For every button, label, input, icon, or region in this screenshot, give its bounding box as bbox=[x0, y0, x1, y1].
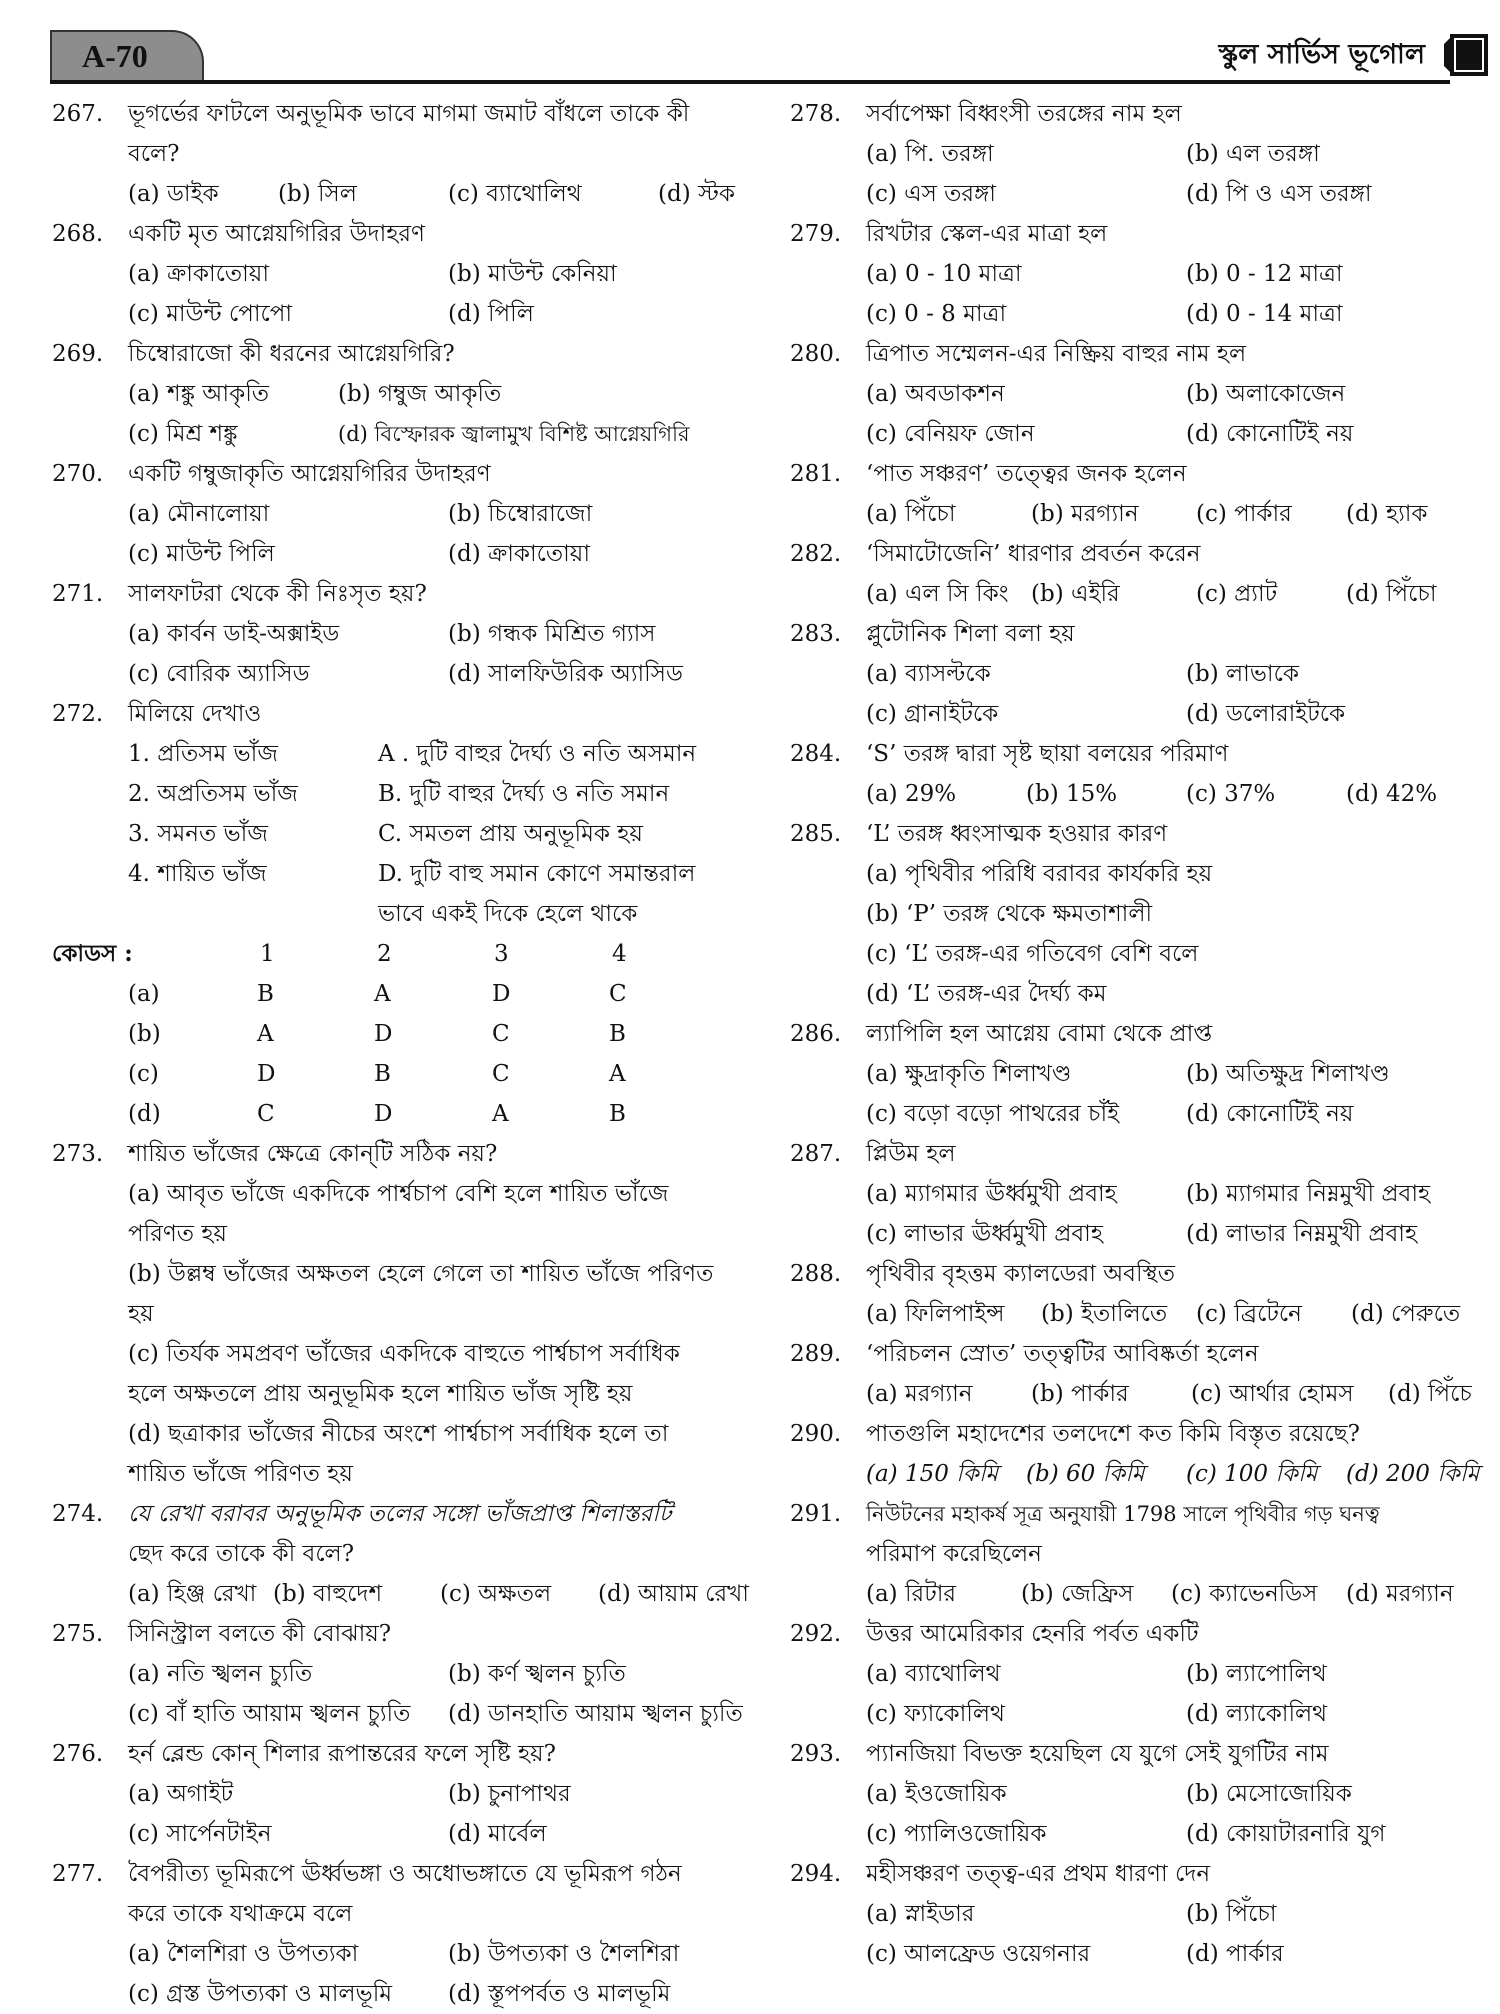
code-cell: B bbox=[374, 1061, 391, 1087]
option-c: (c) 100 কিমি bbox=[1186, 1461, 1318, 1487]
options-row bbox=[128, 534, 772, 574]
option-a: (a) 0 - 10 মাত্রা bbox=[866, 261, 1022, 287]
book-icon bbox=[1440, 30, 1492, 80]
option-b: (b) অলাকোজেন bbox=[1186, 381, 1346, 407]
option-b: হয় bbox=[128, 1301, 154, 1327]
question-text: মহীসঞ্চরণ তত্ত্ব-এর প্রথম ধারণা দেন bbox=[866, 1861, 1211, 1887]
question-284 bbox=[790, 734, 1490, 814]
question-text: পৃথিবীর বৃহত্তম ক্যালডেরা অবস্থিত bbox=[866, 1261, 1175, 1287]
question-274 bbox=[52, 1494, 772, 1614]
option-d: (d) আয়াম রেখা bbox=[598, 1581, 749, 1607]
option-b: (b) ইতালিতে bbox=[1041, 1301, 1168, 1327]
code-cell: A bbox=[609, 1061, 626, 1087]
question-text: ল্যাপিলি হল আগ্নেয় বোমা থেকে প্রাপ্ত bbox=[866, 1021, 1213, 1047]
codes-row bbox=[52, 1054, 772, 1094]
option-d: (d) ডলোরাইটকে bbox=[1186, 701, 1346, 727]
option-b: (b) এল তরঙ্গা bbox=[1186, 141, 1320, 167]
question-285 bbox=[790, 814, 1490, 1014]
header-rule bbox=[50, 80, 1450, 84]
option-a: (a) ব্যাথোলিথ bbox=[866, 1661, 1001, 1687]
option-b: (b) কর্ণ স্খলন চ্যুতি bbox=[448, 1661, 626, 1687]
question-290 bbox=[790, 1414, 1490, 1494]
question-number: 280. bbox=[790, 341, 842, 367]
option-c: (c) মাউন্ট পিলি bbox=[128, 541, 275, 567]
option-d: (d) ক্রাকাতোয়া bbox=[448, 541, 591, 567]
option-a: (a) ক্রাকাতোয়া bbox=[128, 261, 270, 287]
left-column bbox=[52, 94, 772, 2014]
option-b: (b) উপত্যকা ও শৈলশিরা bbox=[448, 1941, 680, 1967]
option-c: (c) ‘L’ তরঙ্গ-এর গতিবেগ বেশি বলে bbox=[866, 941, 1199, 967]
code-cell: B bbox=[609, 1101, 626, 1127]
option-b: (b) ল্যাপোলিথ bbox=[1186, 1661, 1327, 1687]
option-c: (c) ব্যাথোলিথ bbox=[448, 181, 582, 207]
question-275 bbox=[52, 1614, 772, 1734]
options-row bbox=[866, 694, 1490, 734]
question-283 bbox=[790, 614, 1490, 734]
question-number: 274. bbox=[52, 1501, 104, 1527]
subject-title: স্কুল সার্ভিস ভূগোল bbox=[1218, 39, 1425, 70]
option-c: (c) পার্কার bbox=[1196, 501, 1292, 527]
codes-row bbox=[52, 1094, 772, 1134]
match-left-item: 1. প্রতিসম ভাঁজ bbox=[128, 741, 278, 767]
option-b: (b) পার্কার bbox=[1031, 1381, 1129, 1407]
code-cell: A bbox=[374, 981, 391, 1007]
options-row bbox=[128, 174, 772, 214]
question-number: 275. bbox=[52, 1621, 104, 1647]
option-a: (a) কার্বন ডাই-অক্সাইড bbox=[128, 621, 340, 647]
question-number: 290. bbox=[790, 1421, 842, 1447]
option-b: (b) 15% bbox=[1026, 781, 1118, 807]
question-number: 283. bbox=[790, 621, 842, 647]
match-row bbox=[128, 814, 772, 854]
question-267 bbox=[52, 94, 772, 214]
match-right-item: B. দুটি বাহুর দৈর্ঘ্য ও নতি সমান bbox=[378, 781, 670, 807]
option-d: (d) 200 কিমি bbox=[1346, 1461, 1480, 1487]
question-268 bbox=[52, 214, 772, 334]
codes-label: কোডস : bbox=[52, 940, 133, 967]
option-a: (a) পৃথিবীর পরিধি বরাবর কার্যকরি হয় bbox=[866, 861, 1213, 887]
option-a: (a) হিঞ্জ রেখা bbox=[128, 1581, 257, 1607]
option-c: (c) বেনিয়ফ জোন bbox=[866, 421, 1035, 447]
question-number: 268. bbox=[52, 221, 104, 247]
codes-col: 4 bbox=[612, 941, 627, 967]
option-a: (a) অবডাকশন bbox=[866, 381, 1005, 407]
option-a: (a) শৈলশিরা ও উপত্যকা bbox=[128, 1941, 359, 1967]
question-number: 287. bbox=[790, 1141, 842, 1167]
match-row bbox=[128, 854, 772, 894]
question-text: পাতগুলি মহাদেশের তলদেশে কত কিমি বিস্তৃত রয়েছে? bbox=[866, 1421, 1360, 1447]
match-left-item: 3. সমনত ভাঁজ bbox=[128, 821, 268, 847]
option-b: (b) ম্যাগমার নিম্নমুখী প্রবাহ bbox=[1186, 1181, 1431, 1207]
code-option: (c) bbox=[128, 1061, 159, 1087]
option-d: (d) ল্যাকোলিথ bbox=[1186, 1701, 1328, 1727]
question-number: 288. bbox=[790, 1261, 842, 1287]
question-text: ভূগর্ভের ফাটলে অনুভূমিক ভাবে মাগমা জমাট বাঁধলে তাকে কী bbox=[128, 101, 690, 127]
option-c: (c) গ্রানাইটকে bbox=[866, 701, 999, 727]
question-273 bbox=[52, 1134, 772, 1494]
question-277 bbox=[52, 1854, 772, 2014]
question-text: পরিমাপ করেছিলেন bbox=[866, 1541, 1042, 1567]
question-279 bbox=[790, 214, 1490, 334]
option-b: (b) চুনাপাথর bbox=[448, 1781, 571, 1807]
option-c: (c) ফ্যাকোলিথ bbox=[866, 1701, 1005, 1727]
option-b: (b) 60 কিমি bbox=[1026, 1461, 1145, 1487]
question-text: মিলিয়ে দেখাও bbox=[128, 701, 262, 727]
option-c: (c) 0 - 8 মাত্রা bbox=[866, 301, 1007, 327]
options-row bbox=[128, 1814, 772, 1854]
option-c: (c) অক্ষতল bbox=[440, 1581, 552, 1607]
options-row bbox=[128, 414, 772, 454]
question-269 bbox=[52, 334, 772, 454]
question-number: 276. bbox=[52, 1741, 104, 1767]
code-cell: A bbox=[492, 1101, 509, 1127]
question-text: ছেদ করে তাকে কী বলে? bbox=[128, 1541, 355, 1567]
match-right-item: ভাবে একই দিকে হেলে থাকে bbox=[378, 901, 638, 927]
options-row bbox=[866, 1694, 1490, 1734]
option-a: (a) মৌনালোয়া bbox=[128, 501, 270, 527]
page-number-tab bbox=[50, 30, 204, 82]
question-287 bbox=[790, 1134, 1490, 1254]
options-row bbox=[128, 494, 772, 534]
question-text: করে তাকে যথাক্রমে বলে bbox=[128, 1901, 353, 1927]
option-a: (a) 29% bbox=[866, 781, 957, 807]
option-a: (a) ক্ষুদ্রাকৃতি শিলাখণ্ড bbox=[866, 1061, 1072, 1087]
question-text: প্লিউম হল bbox=[866, 1141, 956, 1167]
question-number: 282. bbox=[790, 541, 842, 567]
option-b: (b) 0 - 12 মাত্রা bbox=[1186, 261, 1343, 287]
code-cell: A bbox=[257, 1021, 274, 1047]
option-c: (c) বোরিক অ্যাসিড bbox=[128, 661, 310, 687]
question-291 bbox=[790, 1494, 1490, 1614]
options-row bbox=[866, 1774, 1490, 1814]
options-row bbox=[866, 1054, 1490, 1094]
option-a: পরিণত হয় bbox=[128, 1221, 227, 1247]
code-cell: C bbox=[609, 981, 627, 1007]
question-number: 278. bbox=[790, 101, 842, 127]
question-number: 269. bbox=[52, 341, 104, 367]
option-b: (b) জেফ্রিস bbox=[1021, 1581, 1134, 1607]
option-a: (a) ম্যাগমার ঊর্ধ্বমুখী প্রবাহ bbox=[866, 1181, 1117, 1207]
right-column bbox=[790, 94, 1490, 1974]
codes-row bbox=[52, 974, 772, 1014]
option-d: (d) পেরুতে bbox=[1351, 1301, 1461, 1327]
question-text: ‘L’ তরঙ্গ ধ্বংসাত্মক হওয়ার কারণ bbox=[866, 821, 1168, 847]
code-cell: C bbox=[492, 1061, 510, 1087]
option-b: (b) অতিক্ষুদ্র শিলাখণ্ড bbox=[1186, 1061, 1390, 1087]
question-text: ‘সিমাটোজেনি’ ধারণার প্রবর্তন করেন bbox=[866, 541, 1201, 567]
question-number: 273. bbox=[52, 1141, 104, 1167]
option-d: (d) কোয়াটারনারি যুগ bbox=[1186, 1821, 1386, 1847]
options-row bbox=[866, 134, 1490, 174]
option-c: (c) ব্রিটেনে bbox=[1196, 1301, 1302, 1327]
option-c: (c) প্র্যাট bbox=[1196, 581, 1278, 607]
option-c: হলে অক্ষতলে প্রায় অনুভূমিক হলে শায়িত ভাঁজ সৃষ্টি হয় bbox=[128, 1381, 633, 1407]
question-number: 293. bbox=[790, 1741, 842, 1767]
question-292 bbox=[790, 1614, 1490, 1734]
option-d: (d) কোনোটিই নয় bbox=[1186, 421, 1354, 447]
question-text: যে রেখা বরাবর অনুভূমিক তলের সঙ্গো ভাঁজপ্রাপ্ত শিলাস্তরটি bbox=[128, 1501, 672, 1527]
question-text: উত্তর আমেরিকার হেনরি পর্বত একটি bbox=[866, 1621, 1199, 1647]
options-row bbox=[866, 1294, 1490, 1334]
question-number: 286. bbox=[790, 1021, 842, 1047]
match-row bbox=[128, 774, 772, 814]
option-c: (c) গ্রস্ত উপত্যকা ও মালভূমি bbox=[128, 1981, 393, 2007]
codes-header bbox=[52, 934, 772, 974]
option-b: (b) এইরি bbox=[1031, 581, 1120, 607]
code-cell: C bbox=[492, 1021, 510, 1047]
question-text: ‘পরিচলন স্রোত’ তত্ত্বটির আবিষ্কর্তা হলেন bbox=[866, 1341, 1259, 1367]
options-row bbox=[128, 614, 772, 654]
option-d: (d) পিঁচে bbox=[1388, 1381, 1472, 1407]
code-cell: D bbox=[492, 981, 511, 1007]
option-b: (b) মেসোজোয়িক bbox=[1186, 1781, 1352, 1807]
code-cell: B bbox=[257, 981, 274, 1007]
options-row bbox=[866, 1454, 1490, 1494]
option-b: (b) বাহুদেশ bbox=[273, 1581, 383, 1607]
option-c: (c) বড়ো বড়ো পাথরের চাঁই bbox=[866, 1101, 1120, 1127]
option-c: (c) মাউন্ট পোপো bbox=[128, 301, 293, 327]
question-number: 294. bbox=[790, 1861, 842, 1887]
option-d: (d) স্তূপপর্বত ও মালভূমি bbox=[448, 1981, 671, 2007]
option-d: শায়িত ভাঁজে পরিণত হয় bbox=[128, 1461, 353, 1487]
options-row bbox=[128, 1694, 772, 1734]
question-294 bbox=[790, 1854, 1490, 1974]
option-a: (a) স্নাইডার bbox=[866, 1901, 975, 1927]
question-288 bbox=[790, 1254, 1490, 1334]
question-282 bbox=[790, 534, 1490, 614]
option-a: (a) ফিলিপাইন্স bbox=[866, 1301, 1005, 1327]
question-number: 271. bbox=[52, 581, 104, 607]
option-d: (d) হ্যাক bbox=[1346, 501, 1428, 527]
option-b: (b) গন্ধক মিশ্রিত গ্যাস bbox=[448, 621, 656, 647]
option-a: (a) অগাইট bbox=[128, 1781, 234, 1807]
question-286 bbox=[790, 1014, 1490, 1134]
option-d: (d) পার্কার bbox=[1186, 1941, 1284, 1967]
question-text: সর্বাপেক্ষা বিধ্বংসী তরঙ্গের নাম হল bbox=[866, 101, 1182, 127]
question-text: একটি মৃত আগ্নেয়গিরির উদাহরণ bbox=[128, 221, 425, 247]
codes-col: 3 bbox=[494, 941, 509, 967]
question-number: 267. bbox=[52, 101, 104, 127]
option-d: (d) ছত্রাকার ভাঁজের নীচের অংশে পার্শ্বচাপ সর্বাধিক হলে তা bbox=[128, 1421, 669, 1447]
question-text: বলে? bbox=[128, 141, 180, 167]
question-number: 292. bbox=[790, 1621, 842, 1647]
option-d: (d) 0 - 14 মাত্রা bbox=[1186, 301, 1343, 327]
match-right-item: D. দুটি বাহু সমান কোণে সমান্তরাল bbox=[378, 861, 696, 887]
option-a: (a) ইওজোয়িক bbox=[866, 1781, 1007, 1807]
option-d: (d) স্টক bbox=[658, 181, 735, 207]
page-header bbox=[0, 0, 1500, 86]
options-row bbox=[866, 1214, 1490, 1254]
question-280 bbox=[790, 334, 1490, 454]
question-text: নিউটনের মহাকর্ষ সূত্র অনুযায়ী 1798 সালে পৃথিবীর গড় ঘনত্ব bbox=[866, 1502, 1380, 1526]
option-a: (a) পিঁচো bbox=[866, 501, 956, 527]
options-row bbox=[128, 1654, 772, 1694]
option-c: (c) ক্যাভেনডিস bbox=[1171, 1581, 1318, 1607]
question-281 bbox=[790, 454, 1490, 534]
match-row bbox=[128, 734, 772, 774]
question-text: প্যানজিয়া বিভক্ত হয়েছিল যে যুগে সেই যুগটির নাম bbox=[866, 1741, 1329, 1767]
option-a: (a) পি. তরঙ্গা bbox=[866, 141, 994, 167]
options-row bbox=[128, 1774, 772, 1814]
options-row bbox=[128, 254, 772, 294]
codes-col: 2 bbox=[377, 941, 392, 967]
question-270 bbox=[52, 454, 772, 574]
code-cell: D bbox=[374, 1021, 393, 1047]
options-row bbox=[128, 1974, 772, 2014]
option-d: (d) বিস্ফোরক জ্বালামুখ বিশিষ্ট আগ্নেয়গিরি bbox=[338, 422, 690, 446]
question-number: 281. bbox=[790, 461, 842, 487]
question-text: শায়িত ভাঁজের ক্ষেত্রে কোন্‌টি সঠিক নয়? bbox=[128, 1141, 498, 1167]
options-row bbox=[866, 1934, 1490, 1974]
question-number: 279. bbox=[790, 221, 842, 247]
option-c: (c) বাঁ হাতি আয়াম স্খলন চ্যুতি bbox=[128, 1701, 411, 1727]
question-text: ত্রিপাত সম্মেলন-এর নিষ্ক্রিয় বাহুর নাম হল bbox=[866, 341, 1247, 367]
option-a: (a) 150 কিমি bbox=[866, 1461, 999, 1487]
option-c: (c) সার্পেনটাইন bbox=[128, 1821, 272, 1847]
option-a: (a) ডাইক bbox=[128, 181, 219, 207]
option-d: (d) মার্বেল bbox=[448, 1821, 547, 1847]
option-d: (d) কোনোটিই নয় bbox=[1186, 1101, 1354, 1127]
option-b: (b) লাভাকে bbox=[1186, 661, 1299, 687]
options-row bbox=[128, 294, 772, 334]
options-row bbox=[866, 1654, 1490, 1694]
question-text: হর্ন ব্লেন্ড কোন্‌ শিলার রূপান্তরের ফলে সৃষ্টি হয়? bbox=[128, 1741, 556, 1767]
options-row bbox=[866, 1094, 1490, 1134]
option-c: (c) আলফ্রেড ওয়েগনার bbox=[866, 1941, 1091, 1967]
question-text: বৈপরীত্য ভূমিরূপে ঊর্ধ্বভঙ্গা ও অধোভঙ্গাতে যে ভূমিরূপ গঠন bbox=[128, 1861, 682, 1887]
question-text: ‘পাত সঞ্চরণ’ তত্ত্বের জনক হলেন bbox=[866, 461, 1187, 487]
option-c: (c) তির্যক সমপ্রবণ ভাঁজের একদিকে বাহুতে পার্শ্বচাপ সর্বাধিক bbox=[128, 1341, 680, 1367]
code-cell: D bbox=[257, 1061, 276, 1087]
options-row bbox=[866, 1894, 1490, 1934]
match-right-item: C. সমতল প্রায় অনুভূমিক হয় bbox=[378, 821, 643, 847]
codes-row bbox=[52, 1014, 772, 1054]
question-272 bbox=[52, 694, 772, 934]
options-row bbox=[866, 494, 1490, 534]
code-option: (d) bbox=[128, 1101, 161, 1127]
question-276 bbox=[52, 1734, 772, 1854]
match-row bbox=[128, 894, 772, 934]
option-d: (d) ‘L’ তরঙ্গ-এর দৈর্ঘ্য কম bbox=[866, 981, 1107, 1007]
options-row bbox=[866, 774, 1490, 814]
options-row bbox=[866, 374, 1490, 414]
options-row bbox=[866, 1814, 1490, 1854]
option-a: (a) ব্যাসল্টকে bbox=[866, 661, 991, 687]
option-c: (c) মিশ্র শঙ্কু bbox=[128, 421, 238, 447]
options-row bbox=[128, 374, 772, 414]
question-number: 272. bbox=[52, 701, 104, 727]
options-row bbox=[866, 1374, 1490, 1414]
option-b: (b) মরগ্যান bbox=[1031, 501, 1139, 527]
match-right-item: A . দুটি বাহুর দৈর্ঘ্য ও নতি অসমান bbox=[378, 741, 697, 767]
code-cell: D bbox=[374, 1101, 393, 1127]
code-cell: B bbox=[609, 1021, 626, 1047]
option-d: (d) সালফিউরিক অ্যাসিড bbox=[448, 661, 683, 687]
options-row bbox=[866, 1574, 1490, 1614]
options-row bbox=[866, 414, 1490, 454]
question-number: 289. bbox=[790, 1341, 842, 1367]
question-text: চিম্বোরাজো কী ধরনের আগ্নেয়গিরি? bbox=[128, 341, 455, 367]
question-number: 291. bbox=[790, 1501, 842, 1527]
option-c: (c) এস তরঙ্গা bbox=[866, 181, 996, 207]
question-text: ‘S’ তরঙ্গ দ্বারা সৃষ্ট ছায়া বলয়ের পরিমাণ bbox=[866, 741, 1229, 767]
option-a: (a) নতি স্খলন চ্যুতি bbox=[128, 1661, 313, 1687]
options-row bbox=[866, 294, 1490, 334]
question-text: রিখটার স্কেল-এর মাত্রা হল bbox=[866, 221, 1108, 247]
option-b: (b) ‘P’ তরঙ্গ থেকে ক্ষমতাশালী bbox=[866, 901, 1153, 927]
options-row bbox=[866, 654, 1490, 694]
option-c: (c) আর্থার হোমস bbox=[1191, 1381, 1354, 1407]
option-c: (c) 37% bbox=[1186, 781, 1276, 807]
codes-col: 1 bbox=[260, 941, 275, 967]
options-row bbox=[128, 654, 772, 694]
question-number: 284. bbox=[790, 741, 842, 767]
option-a: (a) এল সি কিং bbox=[866, 581, 1009, 607]
option-d: (d) পিলি bbox=[448, 301, 534, 327]
option-d: (d) পি ও এস তরঙ্গা bbox=[1186, 181, 1372, 207]
code-cell: C bbox=[257, 1101, 275, 1127]
options-row bbox=[866, 174, 1490, 214]
option-b: (b) উল্লম্ব ভাঁজের অক্ষতল হেলে গেলে তা শায়িত ভাঁজে পরিণত bbox=[128, 1261, 714, 1287]
options-row bbox=[128, 1934, 772, 1974]
match-left-item: 4. শায়িত ভাঁজ bbox=[128, 861, 267, 887]
question-text: প্লুটোনিক শিলা বলা হয় bbox=[866, 621, 1075, 647]
question-text: সিনিস্ট্রাল বলতে কী বোঝায়? bbox=[128, 1621, 392, 1647]
question-text: একটি গম্বুজাকৃতি আগ্নেয়গিরির উদাহরণ bbox=[128, 461, 491, 487]
question-293 bbox=[790, 1734, 1490, 1854]
options-row bbox=[866, 254, 1490, 294]
option-d: (d) 42% bbox=[1346, 781, 1438, 807]
option-b: (b) মাউন্ট কেনিয়া bbox=[448, 261, 617, 287]
option-c: (c) প্যালিওজোয়িক bbox=[866, 1821, 1047, 1847]
options-row bbox=[128, 1574, 772, 1614]
option-a: (a) রিটার bbox=[866, 1581, 957, 1607]
question-278 bbox=[790, 94, 1490, 214]
option-b: (b) চিম্বোরাজো bbox=[448, 501, 593, 527]
option-d: (d) মরগ্যান bbox=[1346, 1581, 1454, 1607]
question-text: সালফাটরা থেকে কী নিঃসৃত হয়? bbox=[128, 581, 427, 607]
option-d: (d) ডানহাতি আয়াম স্খলন চ্যুতি bbox=[448, 1701, 743, 1727]
options-row bbox=[866, 1174, 1490, 1214]
option-d: (d) পিঁচো bbox=[1346, 581, 1437, 607]
option-a: (a) শঙ্কু আকৃতি bbox=[128, 381, 270, 407]
match-left-item: 2. অপ্রতিসম ভাঁজ bbox=[128, 781, 298, 807]
options-row bbox=[866, 574, 1490, 614]
question-289 bbox=[790, 1334, 1490, 1414]
question-271 bbox=[52, 574, 772, 694]
code-option: (b) bbox=[128, 1021, 161, 1047]
option-b: (b) সিল bbox=[278, 181, 357, 207]
question-number: 277. bbox=[52, 1861, 104, 1887]
page-number: A-70 bbox=[82, 38, 148, 74]
question-number: 285. bbox=[790, 821, 842, 847]
option-b: (b) গম্বুজ আকৃতি bbox=[338, 381, 502, 407]
option-b: (b) পিঁচো bbox=[1186, 1901, 1277, 1927]
option-a: (a) মরগ্যান bbox=[866, 1381, 973, 1407]
option-d: (d) লাভার নিম্নমুখী প্রবাহ bbox=[1186, 1221, 1418, 1247]
option-c: (c) লাভার ঊর্ধ্বমুখী প্রবাহ bbox=[866, 1221, 1103, 1247]
code-option: (a) bbox=[128, 981, 160, 1007]
option-a: (a) আবৃত ভাঁজে একদিকে পার্শ্বচাপ বেশি হলে শায়িত ভাঁজে bbox=[128, 1181, 669, 1207]
question-number: 270. bbox=[52, 461, 104, 487]
